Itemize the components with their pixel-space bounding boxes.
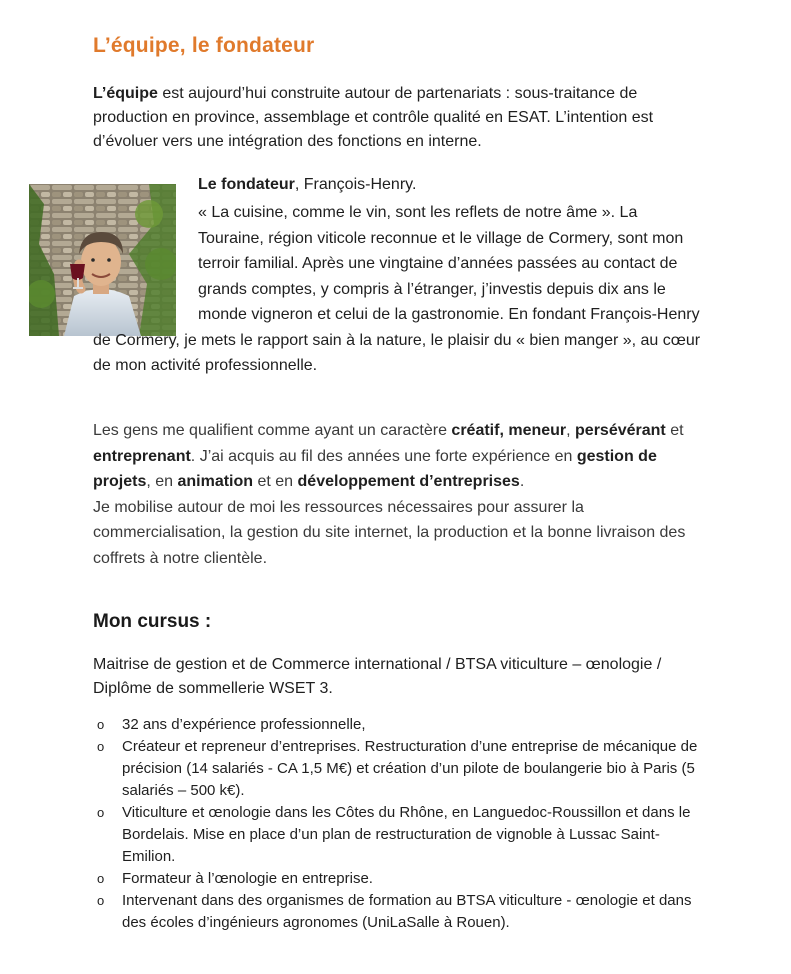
team-paragraph <box>93 82 703 154</box>
qualities-text: . J’ai acquis au fil des années une forte expérience en <box>190 447 577 465</box>
qualities-text: Les gens me qualifient comme ayant un caractère <box>93 422 452 439</box>
qualities-paragraph <box>93 418 693 571</box>
experience-list <box>93 714 703 934</box>
bullet-circle-icon: o <box>97 717 105 732</box>
qualities-text: et en <box>253 473 298 490</box>
list-item <box>93 714 703 736</box>
cursus-heading: Mon cursus : <box>93 611 212 632</box>
team-text: est aujourd’hui construite autour de partenariats : sous-traitance de production en province, assemblage et contrôle qualité en ESAT. L’intention est d’évoluer vers une intégration des fonctions en interne. <box>93 85 654 150</box>
quality-entrepreneurial: entreprenant <box>93 447 191 465</box>
list-item-text: Formateur à l’œnologie en entreprise. <box>122 870 373 887</box>
bullet-circle-icon: o <box>97 871 105 886</box>
resources-text: Je mobilise autour de moi les ressources nécessaires pour assurer la commercialisation, la gestion du site internet, la production et la bonne livraison des coffrets à notre clientèle. <box>93 498 686 567</box>
skill-animation: animation <box>177 473 254 490</box>
quality-creative: créatif <box>451 422 500 439</box>
team-label: L’équipe <box>93 85 158 102</box>
founder-name: , François-Henry. <box>294 176 417 193</box>
bullet-circle-icon: o <box>97 739 105 754</box>
list-item-text: Viticulture et œnologie dans les Côtes du Rhône, en Languedoc-Roussillon et dans le Bordelais. Mise en place d’un plan de restructuration de vignoble à Lussac Saint-Emilion. <box>122 804 691 865</box>
quality-persevering: persévérant <box>575 422 666 439</box>
list-item-text: Intervenant dans des organismes de formation au BTSA viticulture - œnologie et dans des écoles d’ingénieurs agronomes (UniLaSalle à Rouen). <box>122 892 692 931</box>
list-item <box>93 890 703 934</box>
quality-leader: meneur <box>508 422 567 439</box>
bullet-circle-icon: o <box>97 805 105 820</box>
cursus-degrees: Maitrise de gestion et de Commerce international / BTSA viticulture – œnologie / Diplôme de sommellerie WSET 3. <box>93 656 662 697</box>
qualities-separator: , <box>566 422 576 439</box>
list-item-text: Créateur et repreneur d’entreprises. Restructuration d’une entreprise de mécanique de précision (14 salariés - CA 1,5 M€) et création d’un pilote de boulangerie bio à Paris (5 salariés – 500 k€). <box>122 738 698 799</box>
list-item-text: 32 ans d’expérience professionnelle, <box>122 716 366 733</box>
skill-project-management: gestion de projets <box>93 447 657 490</box>
qualities-text: . <box>519 473 525 490</box>
skill-business-development: développement d’entreprises <box>297 473 520 490</box>
qualities-text: , en <box>146 473 178 490</box>
section-title: L’équipe, le fondateur <box>93 34 315 57</box>
founder-quote <box>93 200 703 379</box>
founder-quote-text: « La cuisine, comme le vin, sont les reflets de notre âme ». La Touraine, région viticole reconnue et le village de Cormery, sont mon terroir familial. Après une vingtaine d’années passées au contact de grands comptes, y compris à l’étranger, j’investis depuis dix ans le monde vigneron et celui de la gastronomie. En fondant François-Henry de Cormery, je mets le rapport sain à la nature, le plaisir du « bien manger », au cœur de mon activité professionnelle. <box>93 204 701 374</box>
list-item <box>93 802 703 868</box>
list-item <box>93 868 703 890</box>
founder-label: Le fondateur <box>198 176 295 193</box>
bullet-circle-icon: o <box>97 893 105 908</box>
list-item <box>93 736 703 802</box>
founder-heading <box>198 173 416 197</box>
qualities-text: et <box>665 422 684 439</box>
qualities-separator: , <box>499 422 509 439</box>
